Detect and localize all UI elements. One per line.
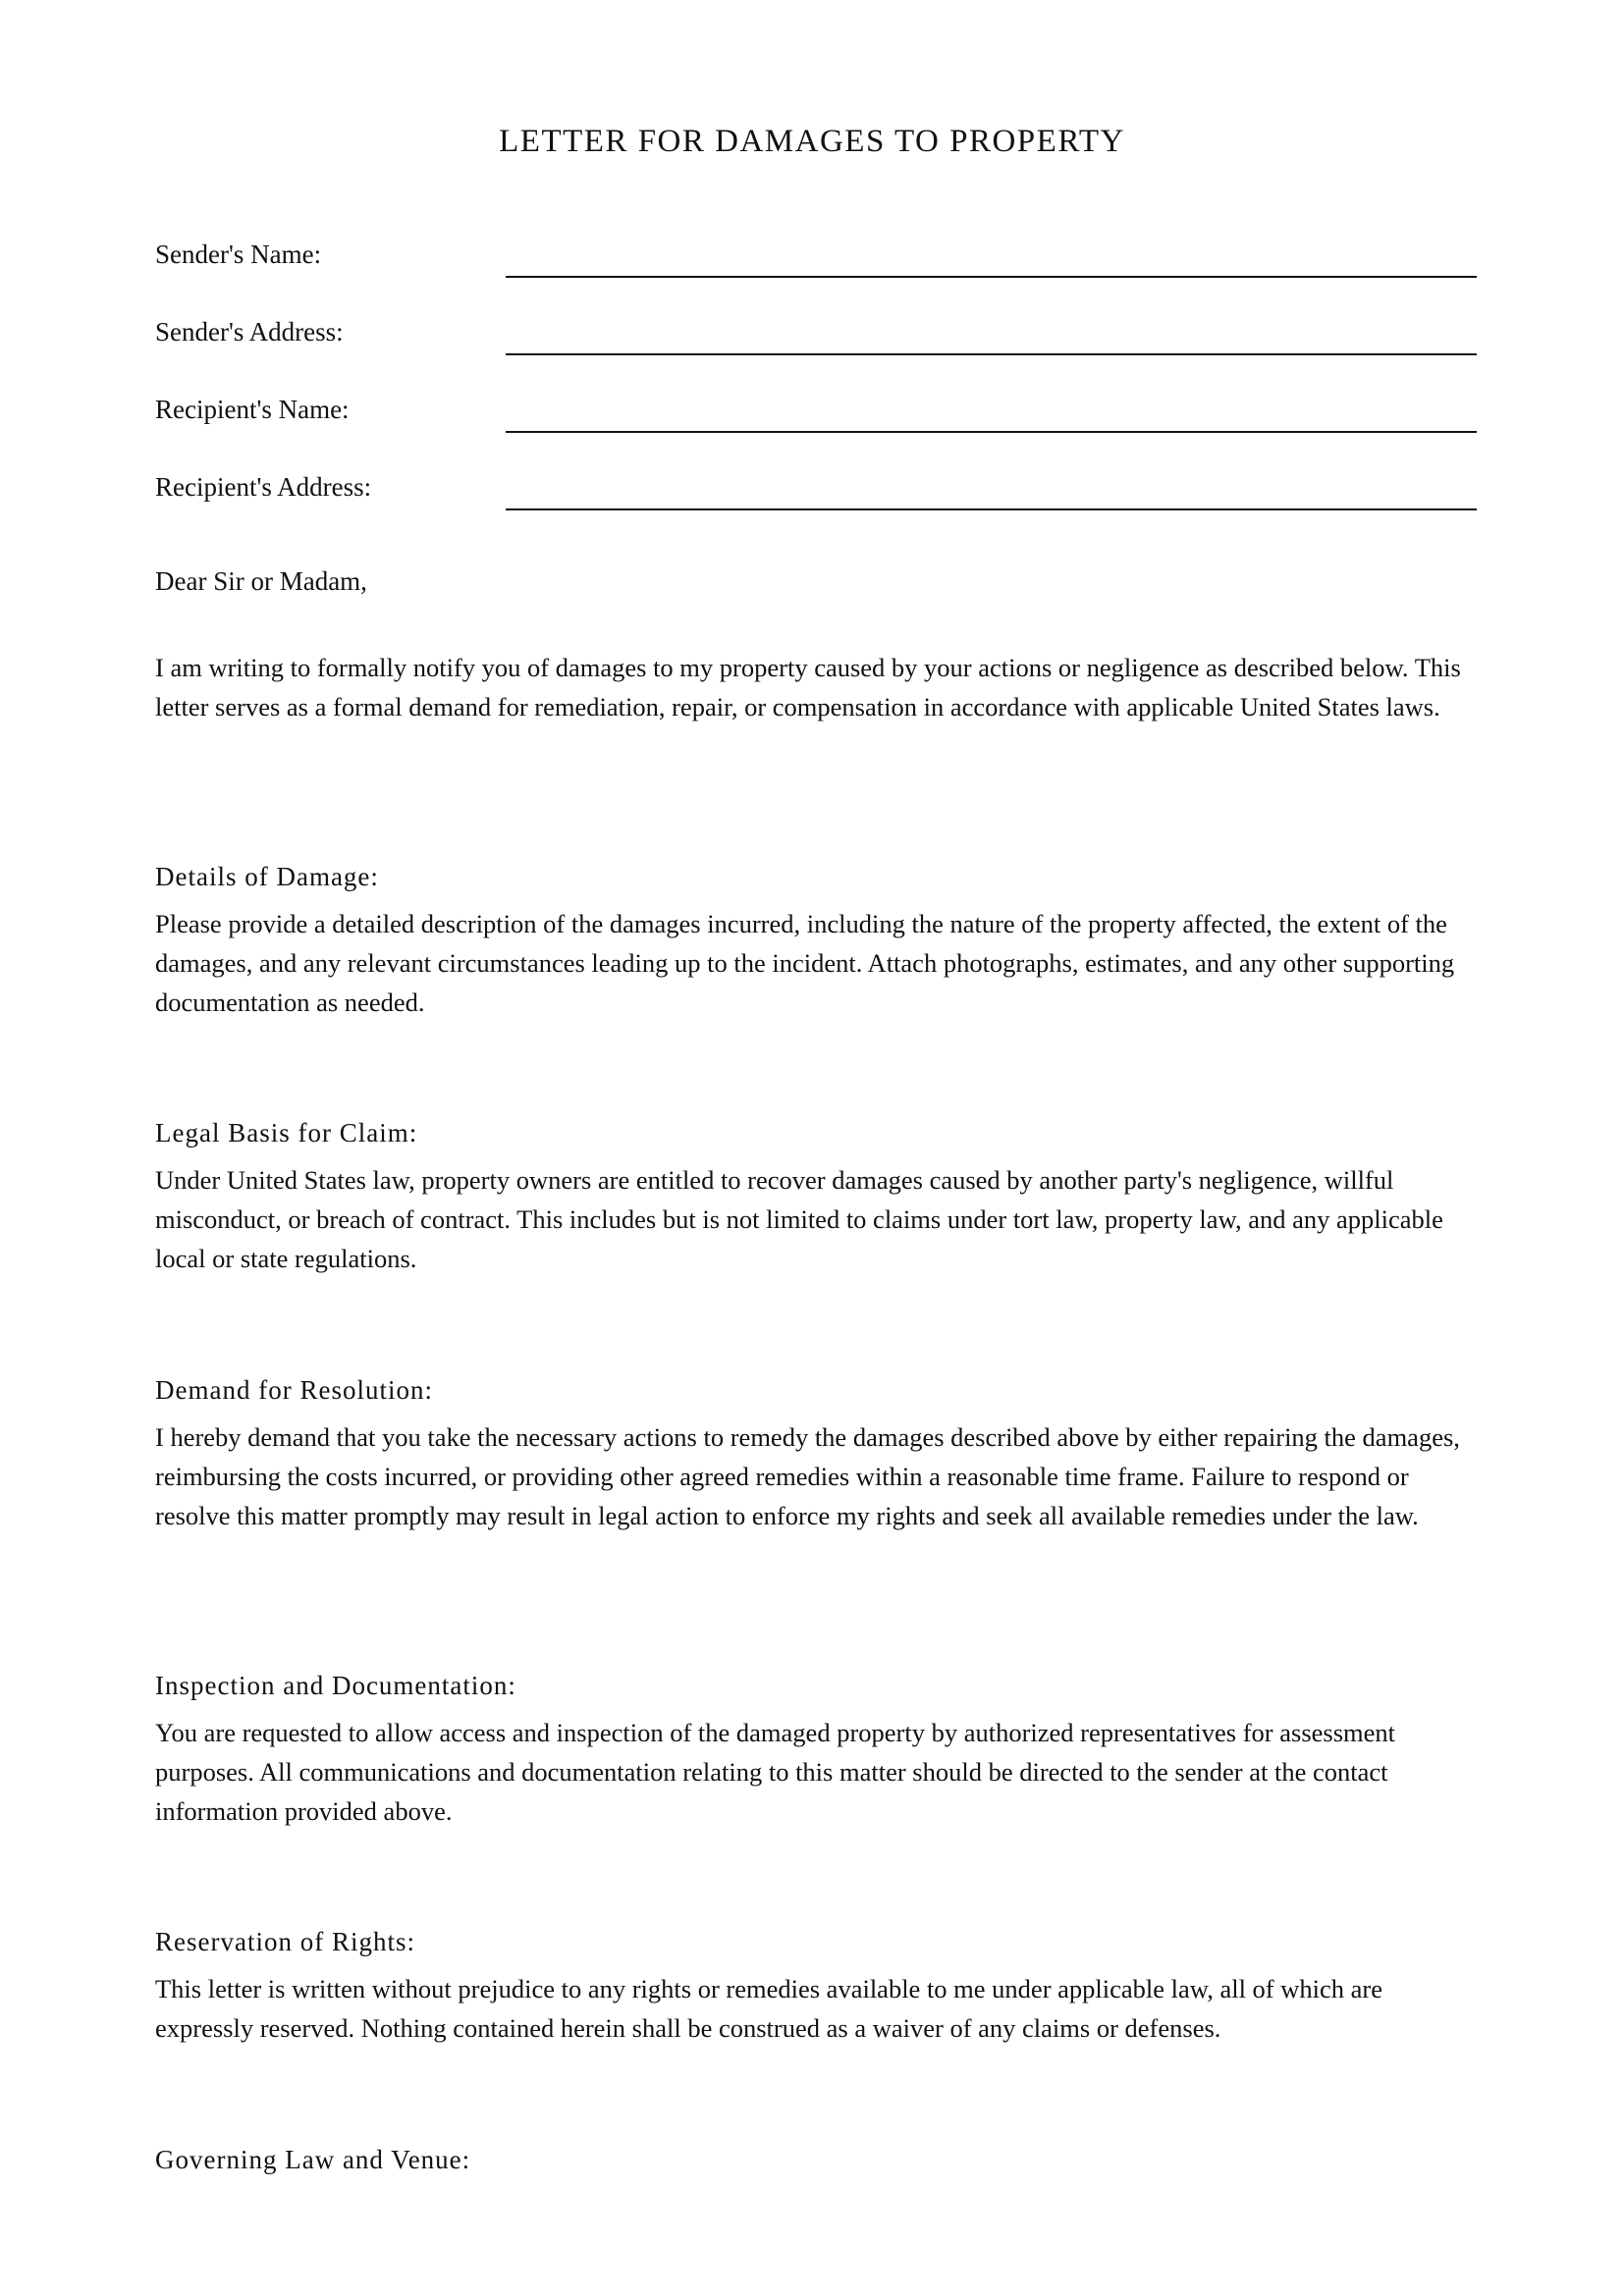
salutation: Dear Sir or Madam, — [155, 566, 367, 596]
recipient-name-label: Recipient's Name: — [155, 395, 350, 424]
recipient-address-field — [155, 467, 1477, 507]
sender-name-label: Sender's Name: — [155, 240, 322, 269]
recipient-address-input[interactable] — [506, 479, 1477, 510]
section-heading-inspection-documentation: Inspection and Documentation: — [155, 1671, 516, 1700]
section-heading-governing-law: Governing Law and Venue: — [155, 2145, 471, 2174]
recipient-address-label: Recipient's Address: — [155, 472, 372, 502]
section-body-inspection-documentation: You are requested to allow access and inspection of the damaged property by authorized representatives for assessment purposes. All communications and documentation relating to this matter should be directed to the sender at the contact information provided above. — [155, 1718, 1396, 1826]
intro-paragraph: I am writing to formally notify you of damages to my property caused by your actions or negligence as described below. This letter serves as a formal demand for remediation, repair, or compensation in accordance with applicable United States laws. — [155, 653, 1461, 721]
recipient-name-field — [155, 390, 1477, 429]
sender-name-field — [155, 235, 1477, 274]
sender-address-input[interactable] — [506, 324, 1477, 355]
section-body-legal-basis: Under United States law, property owners are entitled to recover damages caused by another party's negligence, willful misconduct, or breach of contract. This includes but is not limited to claims under tort law, property law, and any applicable local or state regulations. — [155, 1165, 1443, 1273]
sender-address-field — [155, 312, 1477, 351]
sender-name-input[interactable] — [506, 246, 1477, 278]
section-heading-details-of-damage: Details of Damage: — [155, 862, 379, 891]
document-title: LETTER FOR DAMAGES TO PROPERTY — [499, 124, 1125, 159]
section-heading-legal-basis: Legal Basis for Claim: — [155, 1118, 418, 1148]
sender-address-label: Sender's Address: — [155, 317, 344, 347]
section-heading-reservation-of-rights: Reservation of Rights: — [155, 1927, 415, 1956]
section-body-details-of-damage: Please provide a detailed description of the damages incurred, including the nature of the property affected, the extent of the damages, and any relevant circumstances leading up to the incident. Attach photographs, estimates, and any other supporting documentation as needed. — [155, 909, 1455, 1017]
recipient-name-input[interactable] — [506, 401, 1477, 433]
section-heading-demand-for-resolution: Demand for Resolution: — [155, 1375, 433, 1405]
section-body-demand-for-resolution: I hereby demand that you take the necessary actions to remedy the damages described above by either repairing the damages, reimbursing the costs incurred, or providing other agreed remedies within a reasonable time frame. Failure to respond or resolve this matter promptly may result in legal action to enforce my rights and seek all available remedies under the law. — [155, 1422, 1460, 1530]
section-body-reservation-of-rights: This letter is written without prejudice to any rights or remedies available to me under applicable law, all of which are expressly reserved. Nothing contained herein shall be construed as a waiver of any claims or defenses. — [155, 1974, 1382, 2043]
